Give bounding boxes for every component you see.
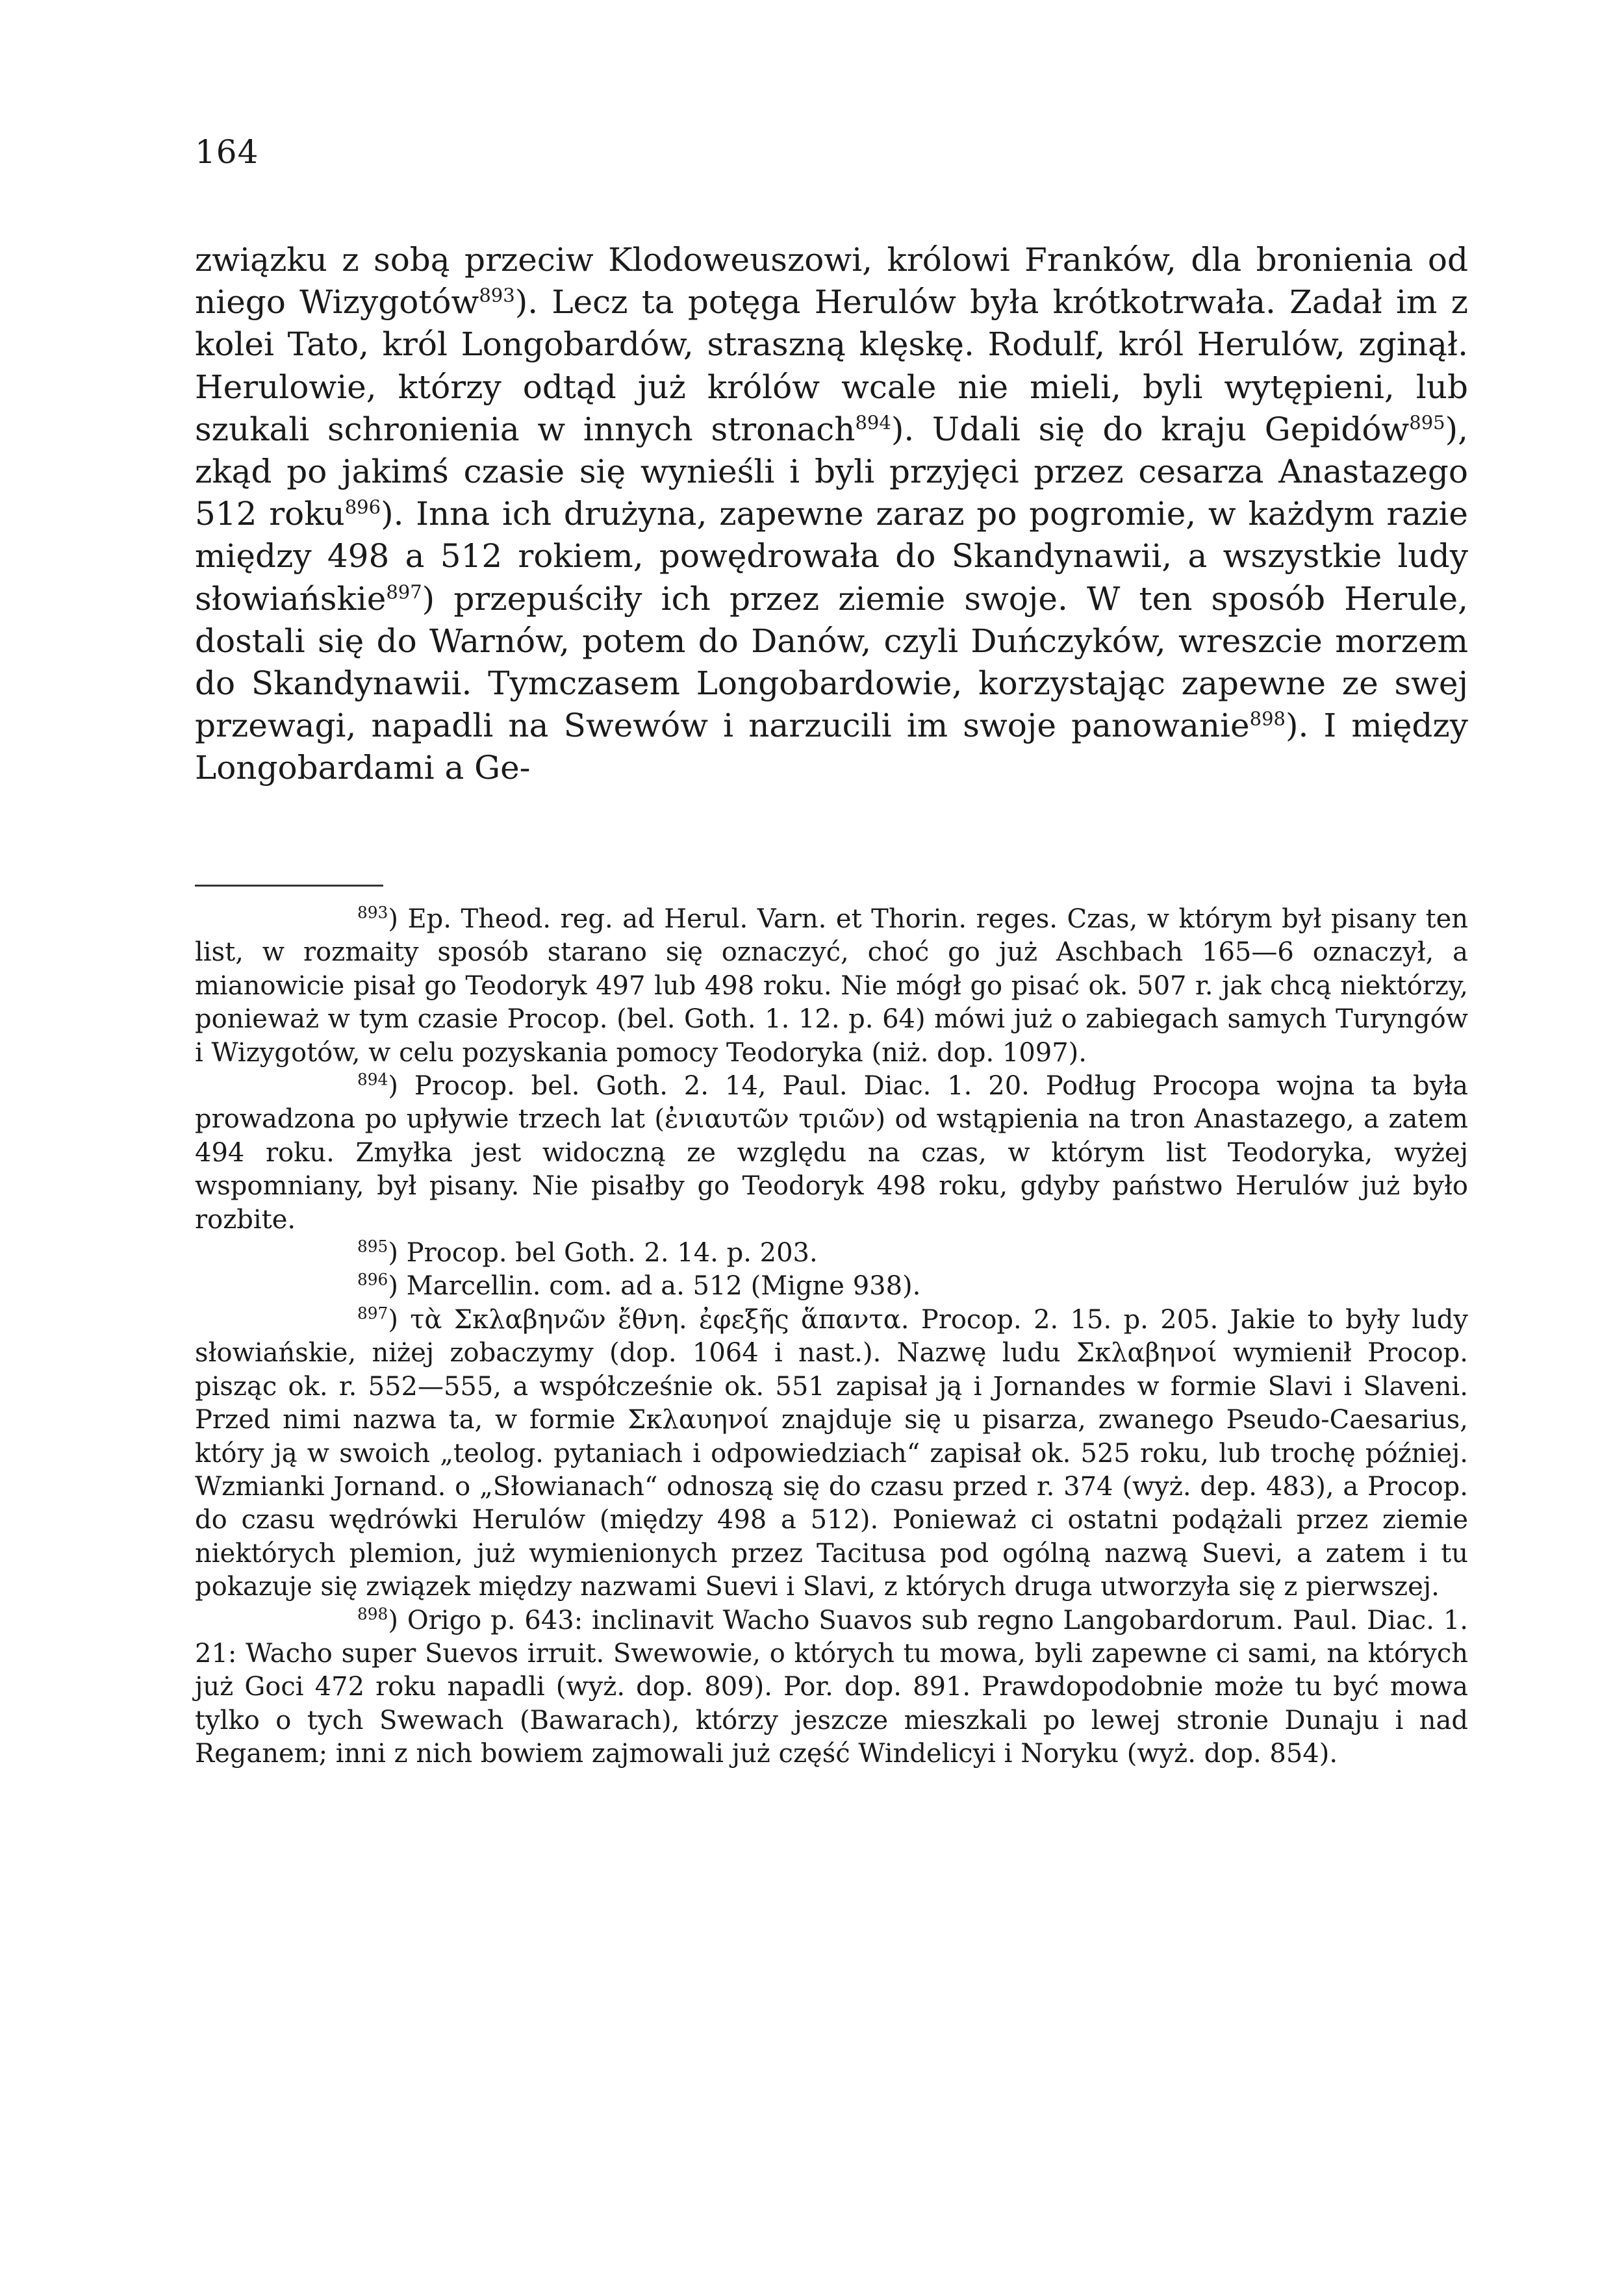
book-page — [195, 0, 1468, 2296]
footnote-text: ) Origo p. 643: inclinavit Wacho Suavos sub regno Langobardorum. Paul. Diac. 1. 21: Wacho super Suevos irruit. Swewowie, o których tu mowa, byli zapewne ci sami, na których już Goci 472 roku napadli (wyż. dop. 809). Por. dop. 891. Prawdopodobnie może tu być mowa tylko o tych Swewach (Bawarach), którzy jeszcze mieszkali po lewej stronie Dunaju i nad Reganem; inni z nich bowiem zajmowali już część Windelicyi i Noryku (wyż. dop. 854). — [195, 1605, 1468, 1769]
footnote-text: ) τὰ Σκλαβηνῶν ἔθνη. ἐφεξῆς ἅπαντα. Procop. 2. 15. p. 205. Jakie to były ludy słowiańskie, niżej zobaczymy (dop. 1064 i nast.). Nazwę ludu Σκλαβηνοί wymienił Procop. pisząc ok. r. 552—555, a współcześnie ok. 551 zapisał ją i Jornandes w formie Slavi i Slaveni. Przed nimi nazwa ta, w formie Σκλαυηνοί znajduje się u pisarza, zwanego Pseudo-Caesarius, który ją w swoich „teolog. pytaniach i odpowiedziach“ zapisał ok. 525 roku, lub trochę później. Wzmianki Jornand. o „Słowianach“ odnoszą się do czasu przed r. 374 (wyż. dep. 483), a Procop. do czasu wędrówki Herulów (między 498 a 512). Ponieważ ci ostatni podążali przez ziemie niektórych plemion, już wymienionych przez Tacitusa pod ogólną nazwą Suevi, a zatem i tu pokazuje się związek między nazwami Suevi i Slavi, z których druga utworzyła się z pierwszej. — [195, 1304, 1468, 1602]
footnote-896 — [195, 1270, 1468, 1303]
footnote-text: ) Procop. bel Goth. 2. 14. p. 203. — [388, 1238, 818, 1268]
main-text-segment: ). Inna ich drużyna, zapewne zaraz po pogromie, w każdym razie między 498 a 512 rokiem, powędrowała do Skandynawii, a wszystkie ludy słowiańskie — [195, 495, 1468, 618]
main-text-segment: ) przepuściły ich przez ziemie swoje. W ten sposób Herule, dostali się do Warnów, potem do Danów, czyli Duńczyków, wreszcie morzem do Skandynawii. Tymczasem Longobardowie, korzystając zapewne ze swej przewagi, napadli na Swewów i narzucili im swoje panowanie — [195, 579, 1468, 745]
main-text-segment: ). Lecz ta potęga Herulów była krótkotrwała. Zadał im z kolei Tato, król Longobardów, straszną klęskę. Rodulf, król Herulów, zginął. Herulowie, którzy odtąd już królów wcale nie mieli, byli wytępieni, lub szukali schronienia w innych stronach — [195, 283, 1468, 448]
footnote-reference: 895 — [1409, 411, 1445, 434]
footnote-separator — [195, 885, 383, 887]
footnote-number: 895 — [357, 1237, 388, 1256]
footnote-895 — [195, 1237, 1468, 1270]
footnote-897 — [195, 1304, 1468, 1604]
footnote-text: ) Procop. bel. Goth. 2. 14, Paul. Diac. 1. 20. Podług Procopa wojna ta była prowadzona po upływie trzech lat (ἐνιαυτῶν τριῶν) od wstąpienia na tron Anastazego, a zatem 494 roku. Zmyłka jest widoczną ze względu na czas, w którym list Teodoryka, wyżej wspomniany, był pisany. Nie pisałby go Teodoryk 498 roku, gdyby państwo Herulów już było rozbite. — [195, 1071, 1468, 1235]
footnote-text: ) Ep. Theod. reg. ad Herul. Varn. et Thorin. reges. Czas, w którym był pisany ten list, w rozmaity sposób starano się oznaczyć, choć go już Aschbach 165—6 oznaczył, a mianowicie pisał go Teodoryk 497 lub 498 roku. Nie mógł go pisać ok. 507 r. jak chcą niektórzy, ponieważ w tym czasie Procop. (bel. Goth. 1. 12. p. 64) mówi już o zabiegach samych Turyngów i Wizygotów, w celu pozyskania pomocy Teodoryka (niż. dop. 1097). — [195, 904, 1468, 1068]
footnote-number: 896 — [357, 1270, 388, 1290]
footnote-text: ) Marcellin. com. ad a. 512 (Migne 938). — [388, 1271, 921, 1302]
main-text-segment: ). Udali się do kraju Gepidów — [891, 410, 1410, 448]
page-number: 164 — [195, 133, 259, 171]
footnote-reference: 898 — [1249, 707, 1286, 730]
main-paragraph — [195, 239, 1468, 790]
footnote-reference: 897 — [386, 580, 422, 603]
footnote-number: 893 — [357, 903, 388, 922]
footnote-reference: 893 — [479, 284, 515, 307]
footnote-number: 894 — [357, 1070, 388, 1089]
footnote-894 — [195, 1070, 1468, 1237]
footnotes-section — [195, 903, 1468, 1771]
footnote-893 — [195, 903, 1468, 1070]
main-text-segment: ). I między Longobardami a Ge- — [195, 707, 1469, 787]
footnote-number: 897 — [357, 1304, 388, 1323]
main-text-segment: związku z sobą przeciw Klodoweuszowi, królowi Franków, dla bronienia od niego Wizygotów — [195, 241, 1468, 322]
footnote-reference: 894 — [855, 411, 891, 434]
footnote-898 — [195, 1604, 1468, 1771]
footnote-reference: 896 — [344, 496, 381, 518]
main-text-segment: ), zkąd po jakimś czasie się wynieśli i byli przyjęci przez cesarza Anastazego 512 roku — [195, 410, 1469, 533]
footnote-number: 898 — [357, 1604, 388, 1624]
